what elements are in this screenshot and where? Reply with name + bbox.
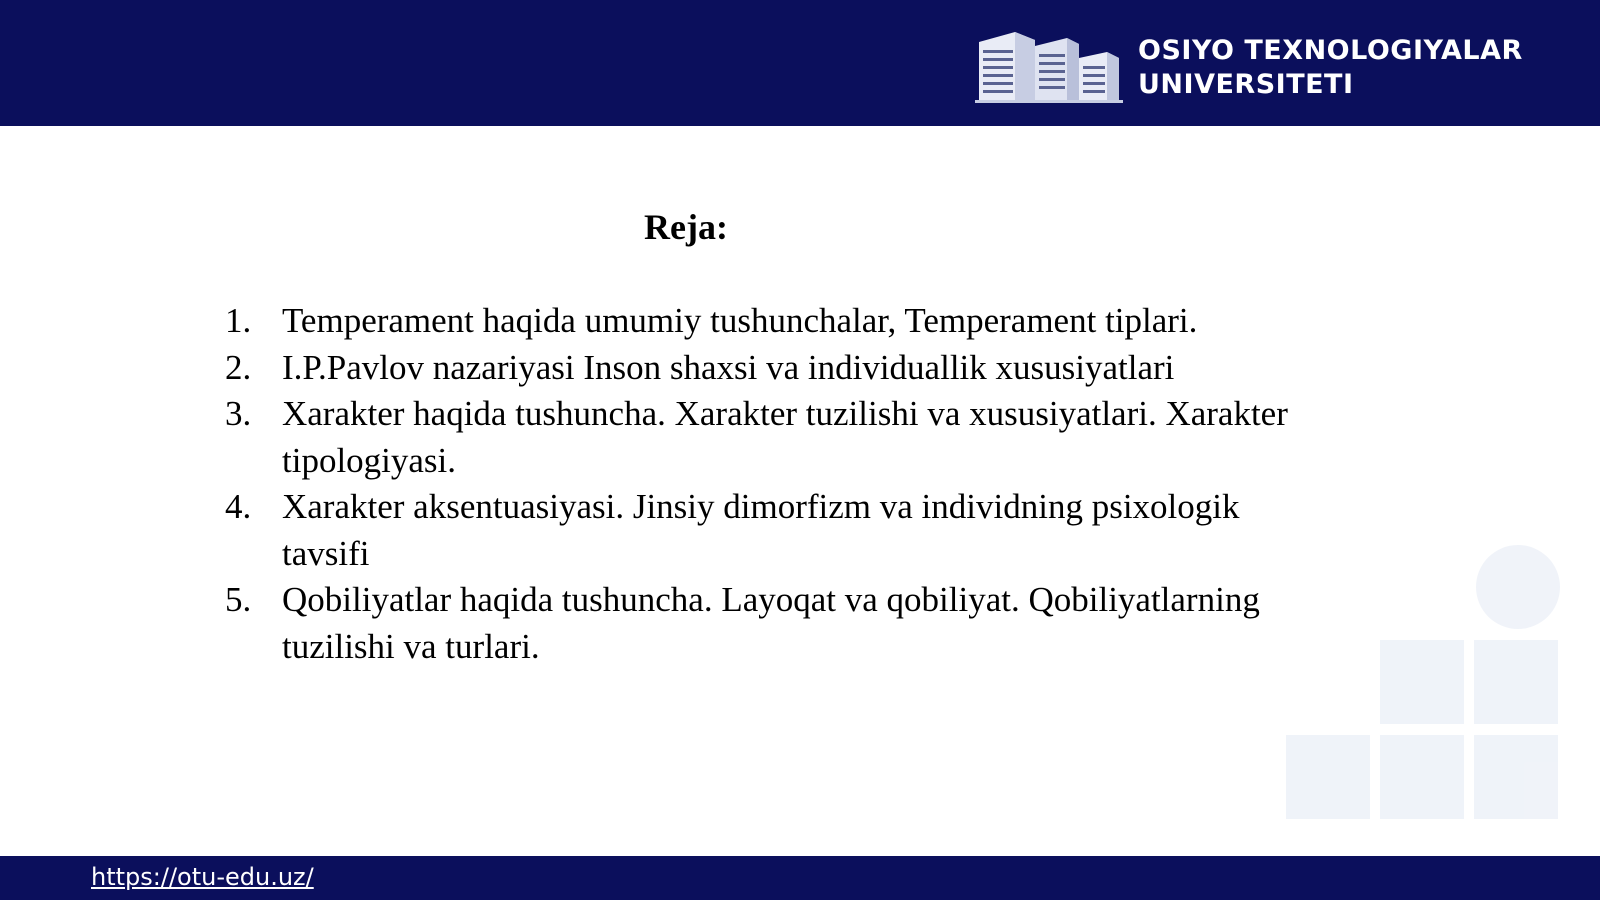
plan-item-3 xyxy=(225,391,1305,484)
plan-item-text: Xarakter haqida tushuncha. Xarakter tuzilishi va xususiyatlari. Xarakter tipologiyasi. xyxy=(282,394,1288,480)
plan-item-text: Qobiliyatlar haqida tushuncha. Layoqat va qobiliyat. Qobiliyatlarning tuzilishi va turlari. xyxy=(282,580,1260,666)
plan-list xyxy=(225,298,1305,670)
slide-title: Reja: xyxy=(644,207,728,247)
plan-item-1 xyxy=(225,298,1305,345)
plan-item-number: 2. xyxy=(225,347,252,387)
plan-item-number: 5. xyxy=(225,580,252,619)
plan-item-5 xyxy=(225,577,1305,670)
plan-item-text: Xarakter aksentuasiyasi. Jinsiy dimorfizm va individning psixologik tavsifi xyxy=(282,487,1240,573)
plan-item-number: 4. xyxy=(225,487,252,526)
plan-item-text: Temperament haqida umumiy tushunchalar, Temperament tiplari. xyxy=(282,301,1198,340)
plan-item-text: I.P.Pavlov nazariyasi Inson shaxsi va individuallik xususiyatlari xyxy=(282,347,1175,387)
website-link[interactable]: https://otu-edu.uz/ xyxy=(91,863,314,891)
university-name-line2: UNIVERSITETI xyxy=(1138,69,1354,100)
university-building-icon xyxy=(975,28,1123,104)
plan-item-number: 1. xyxy=(225,301,252,340)
header-bar xyxy=(0,0,1600,126)
footer-bar xyxy=(0,856,1600,900)
plan-item-number: 3. xyxy=(225,394,252,433)
slide-content xyxy=(0,126,1600,856)
university-name xyxy=(1138,34,1523,102)
plan-item-2 xyxy=(225,345,1305,392)
plan-item-4 xyxy=(225,484,1305,577)
university-name-line1: OSIYO TEXNOLOGIYALAR xyxy=(1138,35,1523,66)
